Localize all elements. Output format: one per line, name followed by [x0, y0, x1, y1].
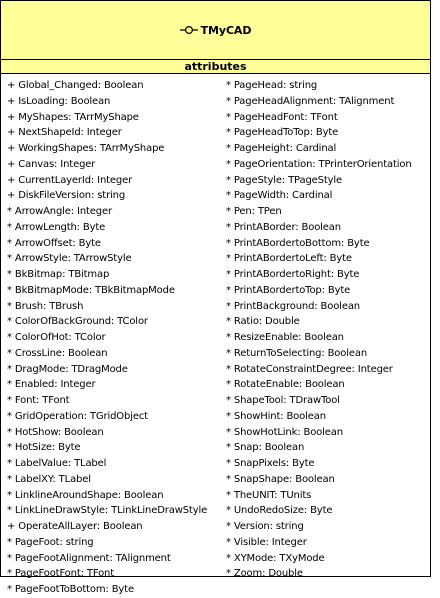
attribute-item: * PageWidth: Cardinal: [226, 190, 333, 202]
attribute-item: * Snap: Boolean: [226, 442, 305, 454]
attribute-item: * LinkLineDrawStyle: TLinkLineDrawStyle: [7, 505, 208, 517]
attribute-item: * XYMode: TXyMode: [226, 552, 325, 564]
attribute-item: + DiskFileVersion: string: [7, 190, 126, 202]
attribute-item: * ShapeTool: TDrawTool: [226, 395, 340, 406]
attribute-item: * PageFoot: string: [7, 536, 94, 548]
attribute-item: * Enabled: Integer: [7, 379, 96, 391]
attribute-item: * UndoRedoSize: Byte: [226, 505, 333, 517]
attribute-item: * Visible: Integer: [226, 536, 307, 548]
attribute-item: * ResizeEnable: Boolean: [226, 332, 344, 343]
attribute-item: * ReturnToSelecting: Boolean: [226, 347, 368, 359]
attribute-item: * PrintABordertoRight: Byte: [226, 269, 360, 280]
attributes-column-left: [7, 78, 207, 598]
attribute-item: * ArrowLength: Byte: [7, 221, 106, 233]
attribute-item: * SnapPixels: Byte: [226, 458, 315, 469]
attribute-item: * ArrowOffset: Byte: [7, 237, 101, 249]
attribute-item: * ColorOfBackGround: TColor: [7, 316, 148, 328]
attribute-item: * LabelValue: TLabel: [7, 458, 107, 469]
attribute-item: * BkBitmap: TBitmap: [7, 269, 110, 280]
attribute-item: * Pen: TPen: [226, 206, 282, 217]
class-header: [1, 1, 430, 60]
attribute-item: * GridOperation: TGridObject: [7, 410, 148, 422]
attribute-item: * PageFootToBottom: Byte: [7, 584, 134, 595]
attribute-item: * SnapShape: Boolean: [226, 473, 335, 485]
attribute-item: * Brush: TBrush: [7, 300, 84, 312]
attribute-item: * ColorOfHot: TColor: [7, 332, 106, 343]
attribute-item: * PageHeadToTop: Byte: [226, 127, 339, 139]
attribute-item: + Canvas: Integer: [7, 158, 96, 170]
attribute-item: * Font: TFont: [7, 395, 70, 406]
attribute-item: * ShowHotLink: Boolean: [226, 426, 343, 438]
attribute-item: * PrintABordertoBottom: Byte: [226, 237, 370, 249]
attributes-column-right: [226, 78, 412, 582]
attribute-item: * Ratio: Double: [226, 316, 300, 328]
attribute-item: * PrintABordertoLeft: Byte: [226, 253, 352, 265]
attribute-item: * Zoom: Double: [226, 568, 303, 580]
attribute-item: * TheUNIT: TUnits: [226, 489, 312, 501]
attributes-section-title: attributes: [1, 60, 430, 74]
attribute-item: + IsLoading: Boolean: [7, 95, 111, 107]
attribute-item: * DragMode: TDragMode: [7, 363, 128, 375]
attribute-item: * HotShow: Boolean: [7, 426, 104, 438]
attribute-item: * PrintBackground: Boolean: [226, 300, 360, 312]
attribute-item: + CurrentLayerId: Integer: [7, 174, 133, 186]
attribute-item: * PageOrientation: TPrinterOrientation: [226, 158, 412, 170]
attribute-item: * LinklineAroundShape: Boolean: [7, 489, 164, 501]
attribute-item: * PrintABordertoTop: Byte: [226, 284, 351, 296]
attribute-item: * HotSize: Byte: [7, 442, 81, 454]
attribute-item: * BkBitmapMode: TBkBitmapMode: [7, 284, 175, 296]
attribute-item: * PageHeight: Cardinal: [226, 143, 337, 154]
attribute-item: + NextShapeId: Integer: [7, 127, 122, 139]
uml-class-icon: [180, 25, 198, 35]
attribute-item: + WorkingShapes: TArrMyShape: [7, 143, 165, 154]
attribute-item: * ShowHint: Boolean: [226, 410, 326, 422]
attribute-item: * PageStyle: TPageStyle: [226, 174, 343, 186]
attribute-item: + MyShapes: TArrMyShape: [7, 111, 139, 123]
attribute-item: * RotateEnable: Boolean: [226, 379, 345, 391]
attribute-item: * PageFootAlignment: TAlignment: [7, 552, 171, 564]
attribute-item: * ArrowStyle: TArrowStyle: [7, 253, 132, 265]
attribute-item: * PageHead: string: [226, 80, 318, 91]
attribute-item: * CrossLine: Boolean: [7, 347, 108, 359]
attribute-item: * LabelXY: TLabel: [7, 473, 91, 485]
attribute-item: * PrintABorder: Boolean: [226, 221, 341, 233]
attribute-item: + OperateAllLayer: Boolean: [7, 521, 143, 532]
attribute-item: * PageHeadAlignment: TAlignment: [226, 95, 395, 107]
attribute-item: * PageFootFont: TFont: [7, 568, 114, 580]
attribute-item: * PageHeadFont: TFont: [226, 111, 338, 123]
attribute-item: + Global_Changed: Boolean: [7, 80, 144, 91]
class-name: TMyCAD: [200, 23, 252, 37]
attribute-item: * ArrowAngle: Integer: [7, 206, 112, 217]
attribute-item: * Version: string: [226, 521, 304, 532]
attribute-item: * RotateConstraintDegree: Integer: [226, 363, 393, 375]
